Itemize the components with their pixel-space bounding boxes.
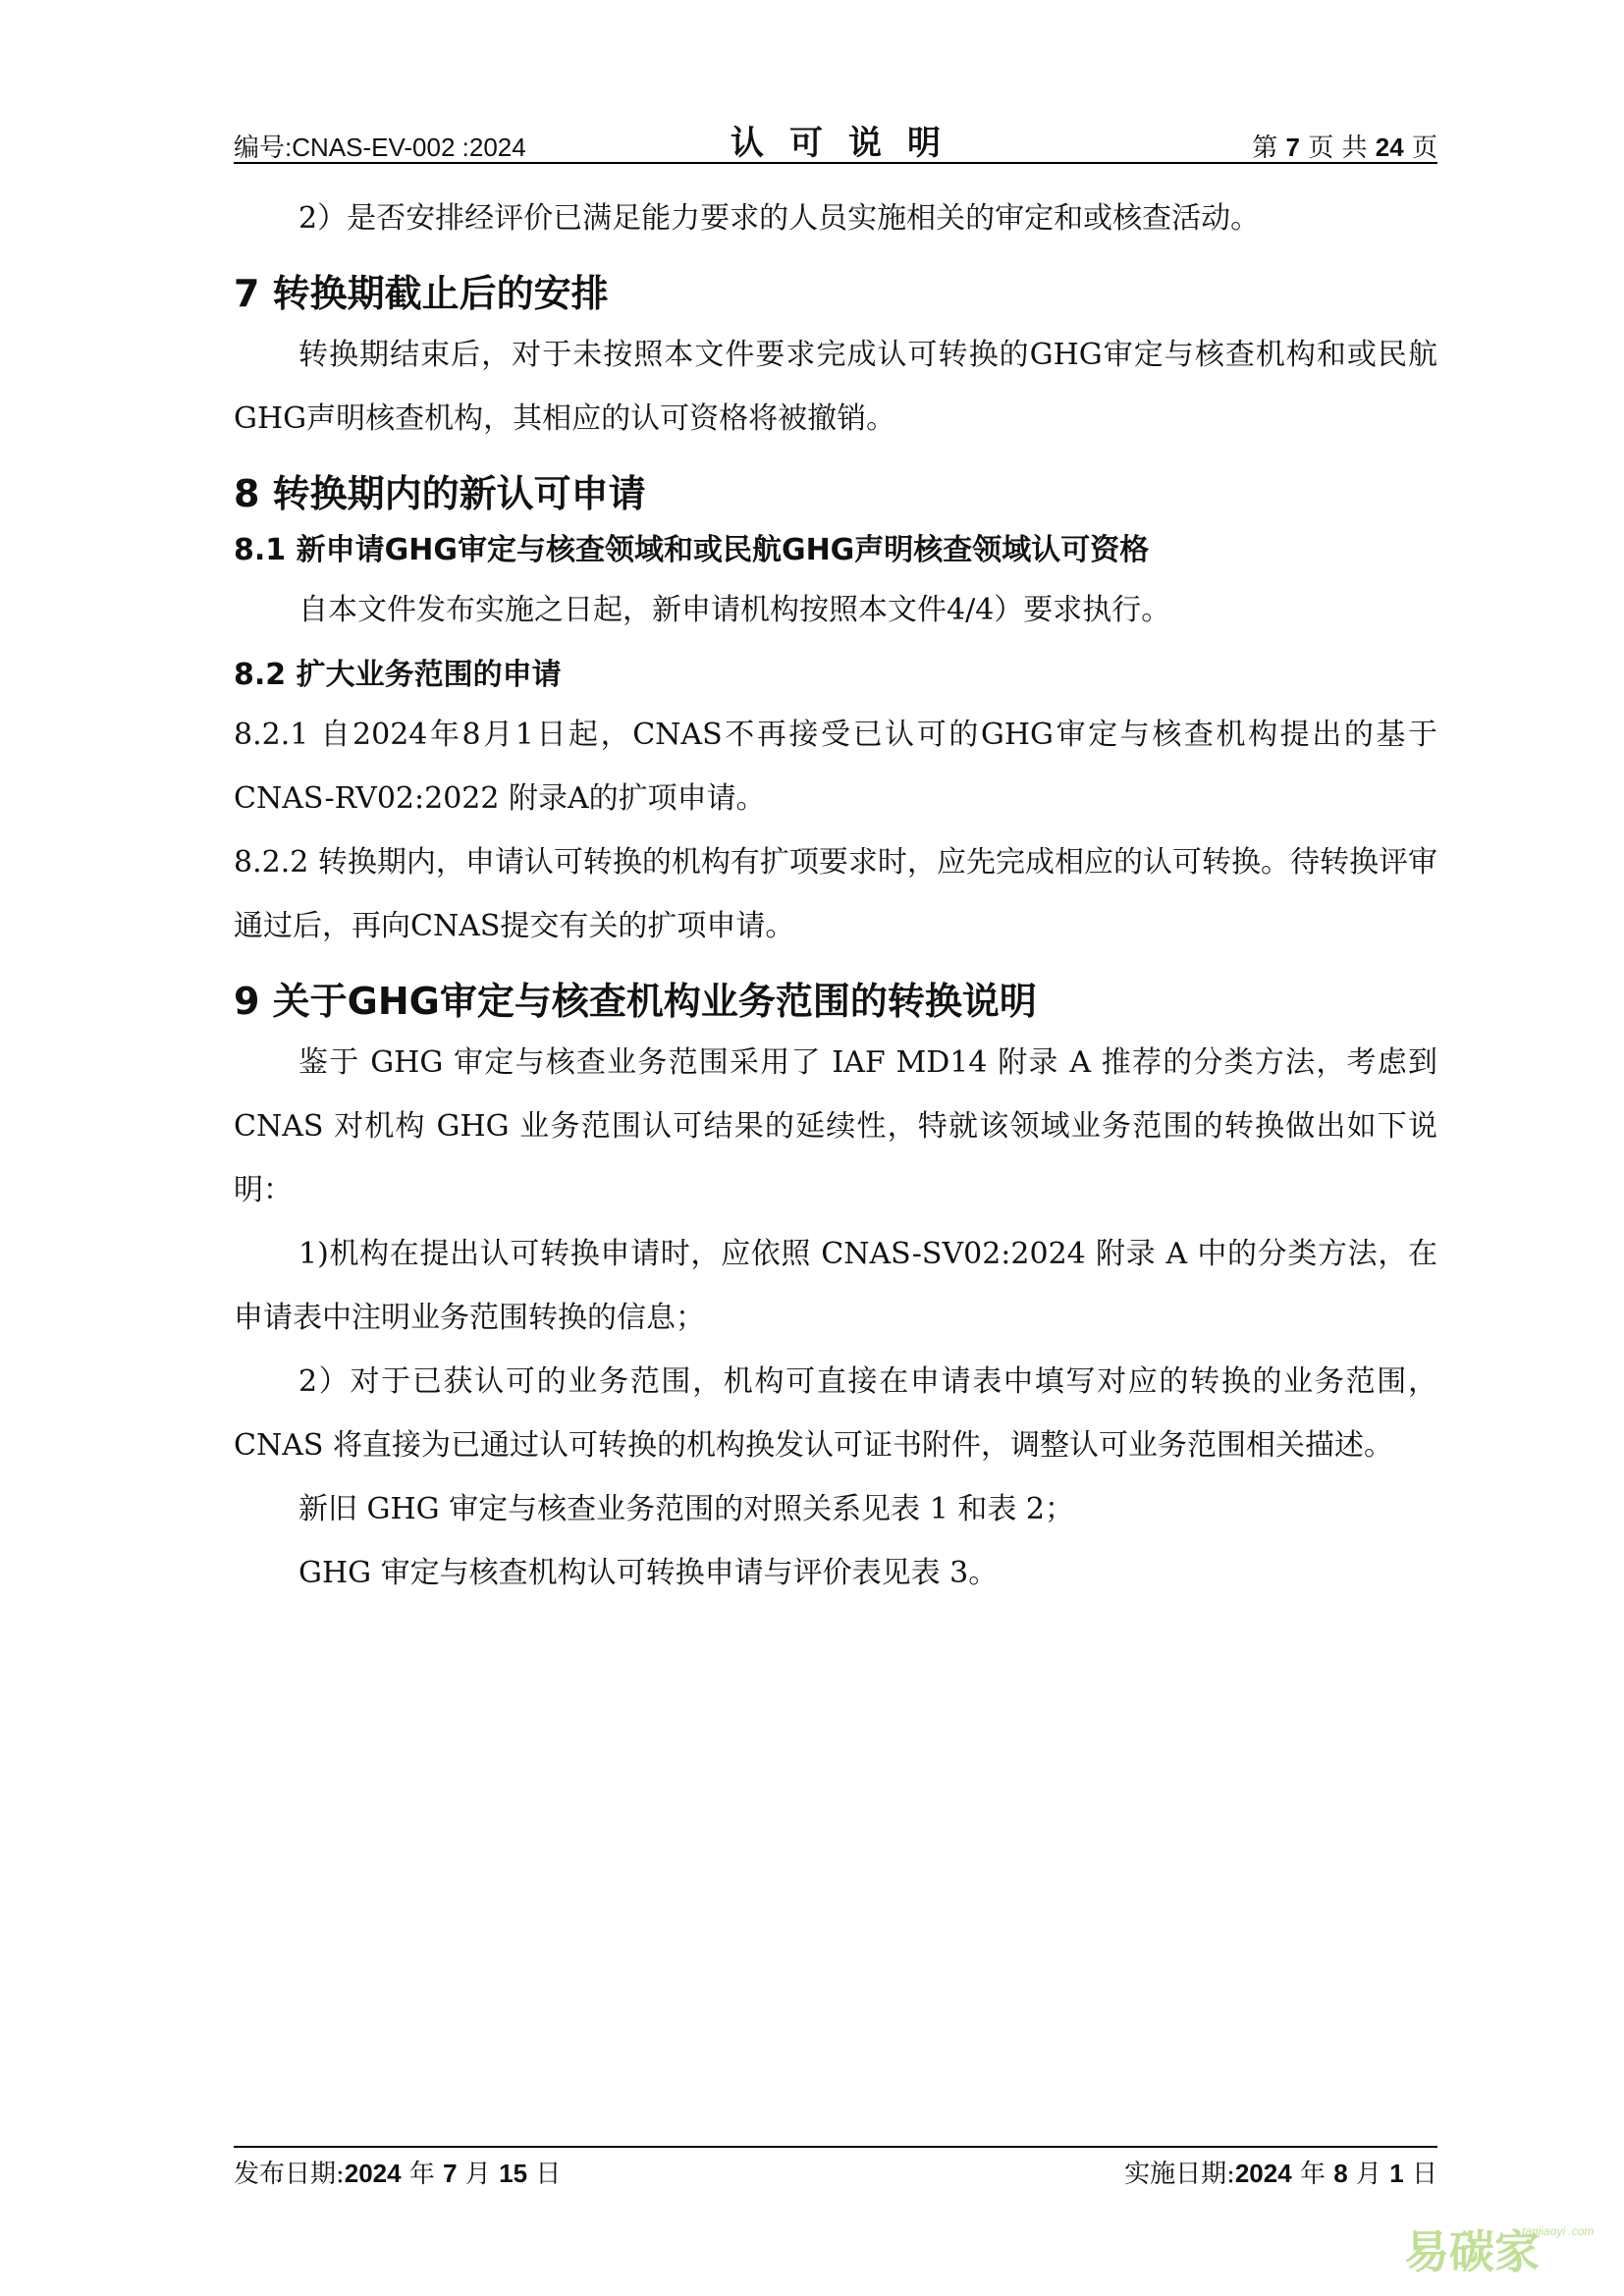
paragraph: 新旧 GHG 审定与核查业务范围的对照关系见表 1 和表 2； <box>298 1492 1074 1526</box>
paragraph: 2）对于已获认可的业务范围，机构可直接在申请表中填写对应的转换的业务范围，CNAS 将直接为已通过认可转换的机构换发认可证书附件，调整认可业务范围相关描述。 <box>234 1364 1437 1463</box>
clause-8-2-2: 8.2.2 转换期内，申请认可转换的机构有扩项要求时，应先完成相应的认可转换。待转换评审通过后，再向CNAS提交有关的扩项申请。 <box>234 845 1437 943</box>
watermark-domain: tanjiaoyi .com <box>1522 2224 1595 2238</box>
watermark-text: 易碳家 <box>1404 2225 1540 2278</box>
document-body <box>234 187 1437 1605</box>
section-8-1-heading: 8.1 新申请GHG审定与核查领域和或民航GHG声明核查领域认可资格 <box>234 533 1150 567</box>
header-rule <box>234 162 1437 164</box>
paragraph: 鉴于 GHG 审定与核查业务范围采用了 IAF MD14 附录 A 推荐的分类方法，考虑到 CNAS 对机构 GHG 业务范围认可结果的延续性，特就该领域业务范围的转换做出如下说明： <box>234 1045 1437 1207</box>
section-8-heading: 8 转换期内的新认可申请 <box>234 472 646 515</box>
section-7-heading: 7 转换期截止后的安排 <box>234 272 609 315</box>
paragraph: 2）是否安排经评价已满足能力要求的人员实施相关的审定和或核查活动。 <box>298 201 1261 236</box>
paragraph: 自本文件发布实施之日起，新申请机构按照本文件4/4）要求执行。 <box>298 593 1171 627</box>
watermark-logo <box>1404 2216 1600 2278</box>
page-header <box>234 116 1437 163</box>
document-number: 编号:CNAS-EV-002 :2024 <box>234 133 526 162</box>
clause-8-2-1: 8.2.1 自2024年8月1日起，CNAS不再接受已认可的GHG审定与核查机构提出的基于CNAS-RV02:2022 附录A的扩项申请。 <box>234 718 1437 816</box>
issue-date: 发布日期:2024 年 7 月 15 日 <box>234 2159 562 2189</box>
footer-rule <box>234 2146 1437 2148</box>
section-8-2-heading: 8.2 扩大业务范围的申请 <box>234 658 562 692</box>
implementation-date: 实施日期:2024 年 8 月 1 日 <box>1124 2159 1437 2189</box>
paragraph: 转换期结束后，对于未按照本文件要求完成认可转换的GHG审定与核查机构和或民航GHG声明核查机构，其相应的认可资格将被撤销。 <box>234 338 1437 436</box>
header-title: 认可说明 <box>731 124 966 163</box>
paragraph: 1)机构在提出认可转换申请时，应依照 CNAS-SV02:2024 附录 A 中的分类方法，在申请表中注明业务范围转换的信息； <box>234 1237 1437 1335</box>
section-9-heading: 9 关于GHG审定与核查机构业务范围的转换说明 <box>234 980 1037 1023</box>
page-number: 第 7 页 共 24 页 <box>1252 133 1437 163</box>
paragraph: GHG 审定与核查机构认可转换申请与评价表见表 3。 <box>298 1556 999 1590</box>
